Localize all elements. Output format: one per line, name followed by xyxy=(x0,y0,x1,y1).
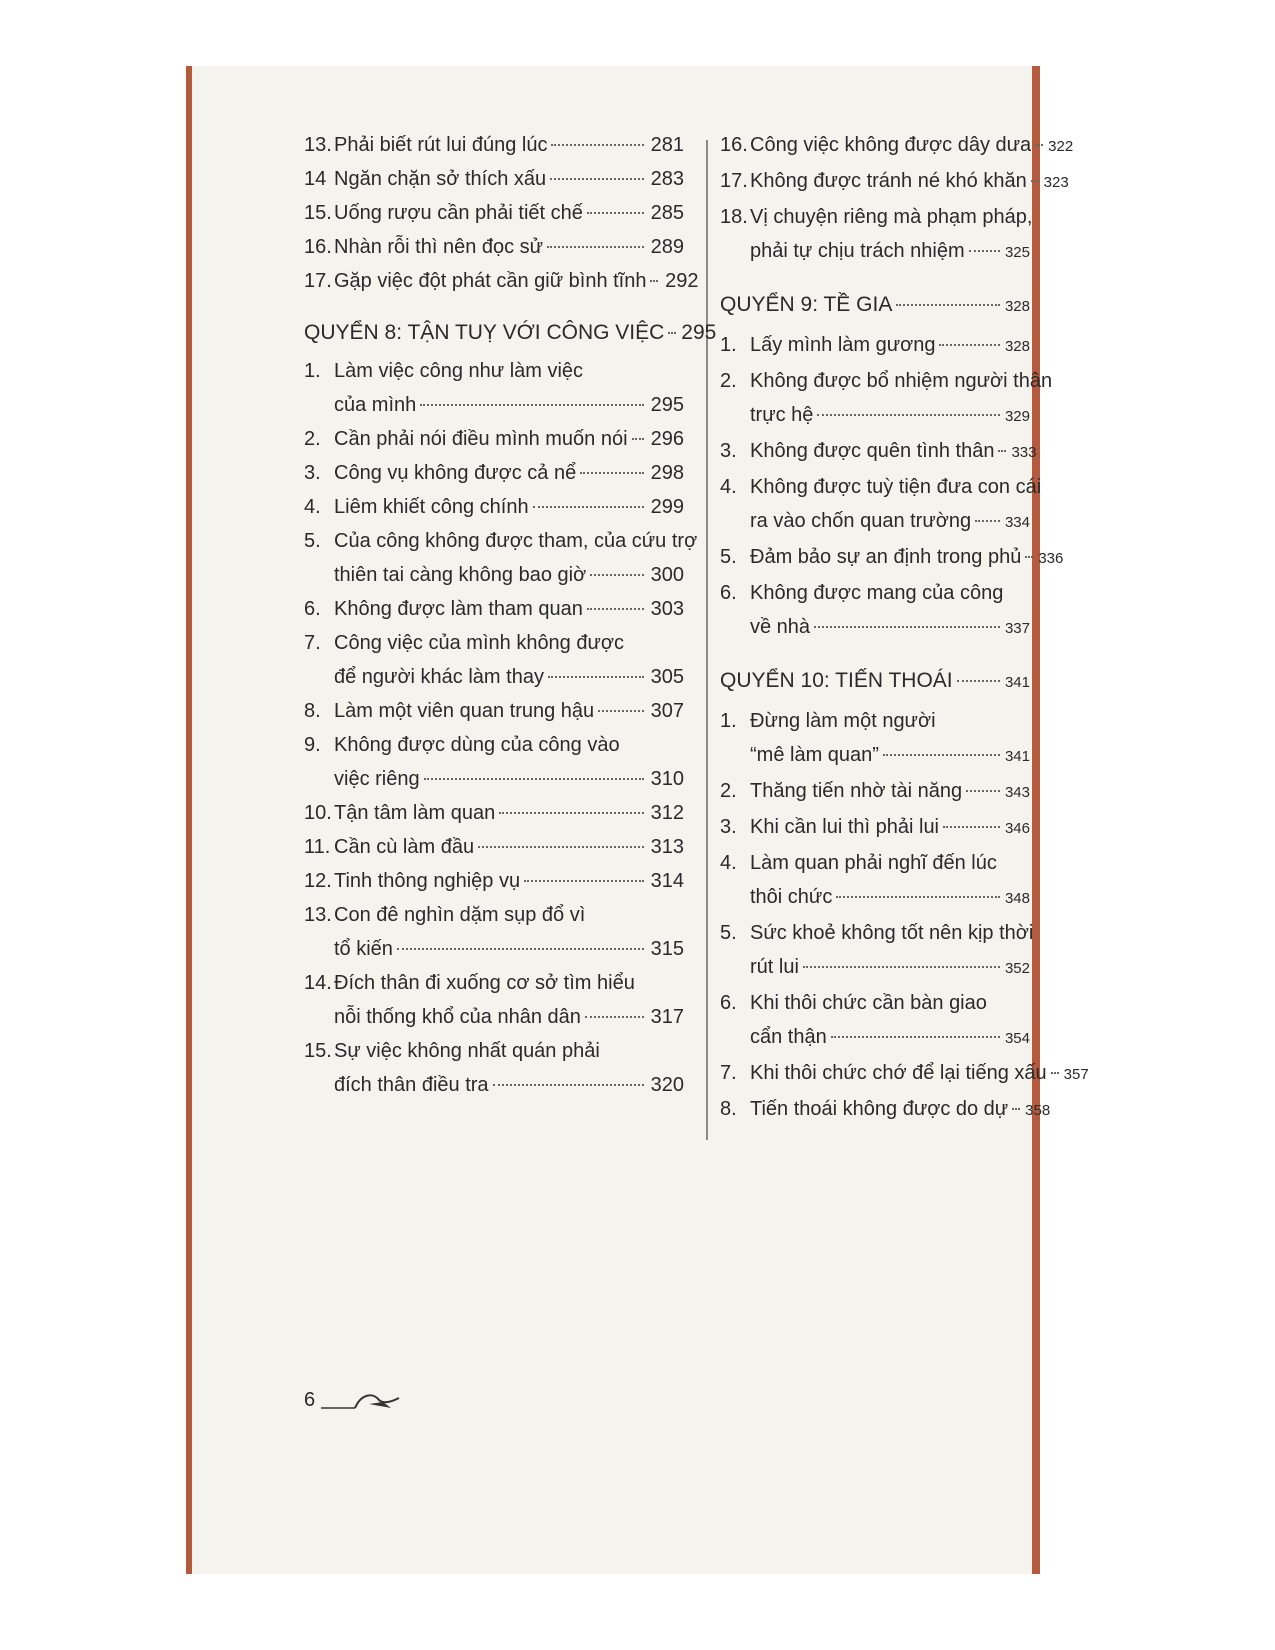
entry-page-number: 346 xyxy=(1004,820,1030,837)
entry-title: để người khác làm thay xyxy=(334,666,544,688)
entry-number: 9. xyxy=(304,734,321,756)
toc-entry xyxy=(304,830,684,864)
entry-page-number: 305 xyxy=(650,666,684,688)
dot-leader xyxy=(590,574,644,576)
entry-number: 6. xyxy=(720,582,737,604)
entry-title: Của công không được tham, của cứu trợ xyxy=(334,530,698,552)
entry-number: 18. xyxy=(720,206,748,228)
dot-leader xyxy=(939,344,1000,346)
entry-page-number: 289 xyxy=(650,236,684,258)
entry-title: Vị chuyện riêng mà phạm pháp, xyxy=(750,206,1033,228)
entry-title: thôi chức xyxy=(750,886,833,908)
entry-page-number: 283 xyxy=(650,168,684,190)
entry-title: nỗi thống khổ của nhân dân xyxy=(334,1006,581,1028)
toc-right-column xyxy=(720,128,1089,1128)
dot-leader xyxy=(420,404,644,406)
entry-page-number: 314 xyxy=(650,870,684,892)
section-heading xyxy=(720,664,1030,700)
dot-leader xyxy=(814,626,1000,628)
entry-number: 17. xyxy=(720,170,748,192)
toc-entry xyxy=(720,774,1030,810)
entry-title: về nhà xyxy=(750,616,811,638)
entry-number: 14 xyxy=(304,168,327,190)
entry-page-number: 354 xyxy=(1004,1030,1030,1047)
entry-number: 4. xyxy=(720,476,737,498)
toc-entry-continuation xyxy=(304,762,684,796)
entry-page-number: 357 xyxy=(1063,1066,1089,1083)
entry-page-number: 310 xyxy=(650,768,684,790)
toc-entry xyxy=(720,364,1053,398)
entry-page-number: 295 xyxy=(650,394,684,416)
entry-number: 3. xyxy=(720,816,737,838)
entry-number: 15. xyxy=(304,202,332,224)
toc-entry xyxy=(304,264,699,298)
section-heading-text: QUYỂN 8: TẬN TUỴ VỚI CÔNG VIỆC xyxy=(304,321,665,344)
entry-number: 3. xyxy=(720,440,737,462)
entry-title: Tiến thoái không được do dự xyxy=(750,1098,1009,1120)
dot-leader xyxy=(632,438,644,440)
entry-title: Sự việc không nhất quán phải xyxy=(334,1040,600,1062)
dot-leader xyxy=(817,414,1000,416)
section-page-number: 328 xyxy=(1004,298,1030,315)
entry-title: Liêm khiết công chính xyxy=(334,496,529,518)
entry-page-number: 315 xyxy=(650,938,684,960)
section-page-number: 295 xyxy=(681,321,717,344)
entry-number: 17. xyxy=(304,270,332,292)
entry-page-number: 322 xyxy=(1048,138,1074,155)
dot-leader xyxy=(896,304,1000,306)
toc-entry xyxy=(304,230,684,264)
entry-title: đích thân điều tra xyxy=(334,1074,489,1096)
toc-entry xyxy=(720,470,1042,504)
entry-number: 2. xyxy=(720,780,737,802)
entry-title: Công việc của mình không được xyxy=(334,632,624,654)
entry-number: 3. xyxy=(304,462,321,484)
entry-page-number: 281 xyxy=(650,134,684,156)
entry-page-number: 334 xyxy=(1004,514,1030,531)
dot-leader xyxy=(1025,556,1033,558)
dot-leader xyxy=(831,1036,1000,1038)
entry-title: Khi thôi chức chớ để lại tiếng xấu xyxy=(750,1062,1047,1084)
entry-page-number: 312 xyxy=(650,802,684,824)
quill-ornament-icon xyxy=(321,1388,411,1412)
entry-title: Làm quan phải nghĩ đến lúc xyxy=(750,852,997,874)
toc-entry xyxy=(720,200,1033,234)
entry-title: Không được làm tham quan xyxy=(334,598,583,620)
dot-leader xyxy=(533,506,644,508)
entry-number: 5. xyxy=(304,530,321,552)
toc-entry xyxy=(720,916,1034,950)
entry-number: 10. xyxy=(304,802,332,824)
toc-left-column xyxy=(304,128,717,1102)
entry-number: 5. xyxy=(720,546,737,568)
page-number: 6 xyxy=(304,1389,316,1411)
toc-entry xyxy=(720,128,1074,164)
toc-entry-continuation xyxy=(304,932,684,966)
entry-title: Uống rượu cần phải tiết chế xyxy=(334,202,583,224)
toc-entry-continuation xyxy=(720,234,1030,270)
entry-title: ra vào chốn quan trường xyxy=(750,510,972,532)
entry-title: trực hệ xyxy=(750,404,814,426)
toc-entry-continuation xyxy=(304,1000,684,1034)
entry-title: phải tự chịu trách nhiệm xyxy=(750,240,965,262)
section-heading-text: QUYỂN 9: TỀ GIA xyxy=(720,293,893,316)
entry-number: 13. xyxy=(304,134,332,156)
toc-entry-continuation xyxy=(720,504,1030,540)
entry-number: 8. xyxy=(720,1098,737,1120)
dot-leader xyxy=(587,608,644,610)
dot-leader xyxy=(551,144,644,146)
entry-number: 11. xyxy=(304,836,331,858)
entry-title: Không được tránh né khó khăn xyxy=(750,170,1027,192)
entry-title: Không được bổ nhiệm người thân xyxy=(750,370,1053,392)
dot-leader xyxy=(1012,1108,1020,1110)
entry-title: tổ kiến xyxy=(334,938,393,960)
entry-page-number: 320 xyxy=(650,1074,684,1096)
entry-title: việc riêng xyxy=(334,768,420,790)
dot-leader xyxy=(836,896,1000,898)
entry-title: Đừng làm một người xyxy=(750,710,936,732)
entry-page-number: 296 xyxy=(650,428,684,450)
toc-entry xyxy=(304,128,684,162)
entry-title: Phải biết rút lui đúng lúc xyxy=(334,134,548,156)
toc-entry xyxy=(720,434,1037,470)
dot-leader xyxy=(585,1016,644,1018)
entry-title: Nhàn rỗi thì nên đọc sử xyxy=(334,236,544,258)
dot-leader xyxy=(1031,180,1039,182)
entry-title: Làm một viên quan trung hậu xyxy=(334,700,595,722)
dot-leader xyxy=(547,246,644,248)
dot-leader xyxy=(957,680,1000,682)
entry-number: 15. xyxy=(304,1040,332,1062)
toc-entry xyxy=(304,196,684,230)
entry-number: 7. xyxy=(720,1062,737,1084)
entry-page-number: 352 xyxy=(1004,960,1030,977)
entry-number: 16. xyxy=(720,134,748,156)
entry-page-number: 299 xyxy=(650,496,684,518)
entry-page-number: 337 xyxy=(1004,620,1030,637)
entry-page-number: 307 xyxy=(650,700,684,722)
toc-entry-continuation xyxy=(304,388,684,422)
toc-entry-continuation xyxy=(304,558,684,592)
toc-entry xyxy=(304,728,684,762)
entry-title: Không được quên tình thân xyxy=(750,440,995,462)
toc-entry xyxy=(304,626,684,660)
entry-title: Công vụ không được cả nể xyxy=(334,462,577,484)
entry-number: 2. xyxy=(720,370,737,392)
entry-page-number: 298 xyxy=(650,462,684,484)
entry-number: 4. xyxy=(304,496,321,518)
entry-title: Tận tâm làm quan xyxy=(334,802,496,824)
entry-title: thiên tai càng không bao giờ xyxy=(334,564,587,586)
entry-page-number: 358 xyxy=(1025,1102,1051,1119)
entry-page-number: 336 xyxy=(1038,550,1064,567)
entry-title: “mê làm quan” xyxy=(750,744,879,766)
toc-entry-continuation xyxy=(720,610,1030,646)
toc-entry xyxy=(304,694,684,728)
column-divider xyxy=(706,140,708,1140)
entry-page-number: 300 xyxy=(650,564,684,586)
dot-leader xyxy=(499,812,644,814)
dot-leader xyxy=(424,778,644,780)
entry-title: Thăng tiến nhờ tài năng xyxy=(750,780,963,802)
entry-title: Cần phải nói điều mình muốn nói xyxy=(334,428,628,450)
entry-page-number: 317 xyxy=(650,1006,684,1028)
toc-entry xyxy=(304,422,684,456)
toc-entry xyxy=(304,354,684,388)
dot-leader xyxy=(1051,1072,1059,1074)
entry-number: 5. xyxy=(720,922,737,944)
entry-title: Cần cù làm đầu xyxy=(334,836,475,858)
entry-page-number: 341 xyxy=(1004,748,1030,765)
toc-entry xyxy=(304,864,684,898)
entry-number: 1. xyxy=(304,360,321,382)
entry-title: của mình xyxy=(334,394,417,416)
entry-title: Khi thôi chức cần bàn giao xyxy=(750,992,987,1014)
entry-title: Không được dùng của công vào xyxy=(334,734,620,756)
dot-leader xyxy=(966,790,1000,792)
dot-leader xyxy=(478,846,644,848)
toc-entry xyxy=(720,1092,1051,1128)
toc-entry xyxy=(720,986,1030,1020)
toc-entry xyxy=(720,1056,1089,1092)
entry-title: cẩn thận xyxy=(750,1026,827,1048)
toc-entry-continuation xyxy=(304,660,684,694)
dot-leader xyxy=(550,178,644,180)
dot-leader xyxy=(668,332,676,334)
entry-page-number: 292 xyxy=(665,270,699,292)
entry-title: Công việc không được dây dưa xyxy=(750,134,1032,156)
entry-title: Đảm bảo sự an định trong phủ xyxy=(750,546,1022,568)
dot-leader xyxy=(975,520,1000,522)
entry-page-number: 333 xyxy=(1011,444,1037,461)
dot-leader xyxy=(803,966,1000,968)
dot-leader xyxy=(883,754,1000,756)
toc-entry xyxy=(304,490,684,524)
section-heading xyxy=(720,288,1030,324)
dot-leader xyxy=(397,948,644,950)
dot-leader xyxy=(587,212,644,214)
toc-entry xyxy=(304,966,684,1000)
toc-entry xyxy=(304,1034,684,1068)
toc-entry xyxy=(304,162,684,196)
entry-page-number: 343 xyxy=(1004,784,1030,801)
book-page xyxy=(192,66,1089,1574)
entry-title: Làm việc công như làm việc xyxy=(334,360,584,382)
section-heading xyxy=(304,316,717,350)
entry-number: 2. xyxy=(304,428,321,450)
entry-title: Đích thân đi xuống cơ sở tìm hiểu xyxy=(334,972,635,994)
entry-number: 1. xyxy=(720,710,737,732)
entry-number: 13. xyxy=(304,904,332,926)
toc-entry xyxy=(720,328,1030,364)
dot-leader xyxy=(548,676,644,678)
entry-title: Không được mang của công xyxy=(750,582,1004,604)
entry-number: 6. xyxy=(720,992,737,1014)
toc-entry-continuation xyxy=(720,1020,1030,1056)
dot-leader xyxy=(969,250,1000,252)
entry-page-number: 348 xyxy=(1004,890,1030,907)
toc-entry xyxy=(304,456,684,490)
entry-number: 4. xyxy=(720,852,737,874)
entry-title: rút lui xyxy=(750,956,799,978)
section-page-number: 341 xyxy=(1004,674,1030,691)
toc-entry xyxy=(720,164,1069,200)
toc-entry xyxy=(720,704,1030,738)
entry-number: 6. xyxy=(304,598,321,620)
entry-page-number: 325 xyxy=(1004,244,1030,261)
dot-leader xyxy=(1035,144,1043,146)
entry-number: 1. xyxy=(720,334,737,356)
entry-number: 8. xyxy=(304,700,321,722)
toc-entry-continuation xyxy=(304,1068,684,1102)
toc-entry-continuation xyxy=(720,738,1030,774)
toc-entry xyxy=(304,592,684,626)
entry-title: Gặp việc đột phát cần giữ bình tĩnh xyxy=(334,270,647,292)
toc-entry xyxy=(304,796,684,830)
toc-entry xyxy=(720,540,1064,576)
entry-page-number: 329 xyxy=(1004,408,1030,425)
entry-title: Ngăn chặn sở thích xấu xyxy=(334,168,547,190)
toc-entry-continuation xyxy=(720,950,1030,986)
toc-entry-continuation xyxy=(720,398,1030,434)
entry-title: Không được tuỳ tiện đưa con cái xyxy=(750,476,1042,498)
entry-title: Tinh thông nghiệp vụ xyxy=(334,870,521,892)
dot-leader xyxy=(943,826,1000,828)
dot-leader xyxy=(598,710,644,712)
dot-leader xyxy=(493,1084,644,1086)
toc-entry xyxy=(304,898,684,932)
entry-number: 7. xyxy=(304,632,321,654)
page-footer xyxy=(304,1388,411,1412)
entry-title: Lấy mình làm gương xyxy=(750,334,936,356)
entry-title: Con đê nghìn dặm sụp đổ vì xyxy=(334,904,586,926)
toc-entry xyxy=(720,810,1030,846)
section-heading-text: QUYỂN 10: TIẾN THOÁI xyxy=(720,669,953,692)
entry-title: Khi cần lui thì phải lui xyxy=(750,816,940,838)
entry-page-number: 285 xyxy=(650,202,684,224)
dot-leader xyxy=(580,472,644,474)
entry-title: Sức khoẻ không tốt nên kịp thời xyxy=(750,922,1034,944)
entry-page-number: 328 xyxy=(1004,338,1030,355)
entry-number: 16. xyxy=(304,236,332,258)
toc-entry xyxy=(720,576,1030,610)
toc-entry-continuation xyxy=(720,880,1030,916)
entry-page-number: 303 xyxy=(650,598,684,620)
entry-page-number: 323 xyxy=(1043,174,1069,191)
dot-leader xyxy=(998,450,1006,452)
toc-entry xyxy=(720,846,1030,880)
entry-number: 12. xyxy=(304,870,332,892)
toc-entry xyxy=(304,524,698,558)
dot-leader xyxy=(524,880,644,882)
dot-leader xyxy=(650,280,658,282)
entry-page-number: 313 xyxy=(650,836,684,858)
entry-number: 14. xyxy=(304,972,332,994)
